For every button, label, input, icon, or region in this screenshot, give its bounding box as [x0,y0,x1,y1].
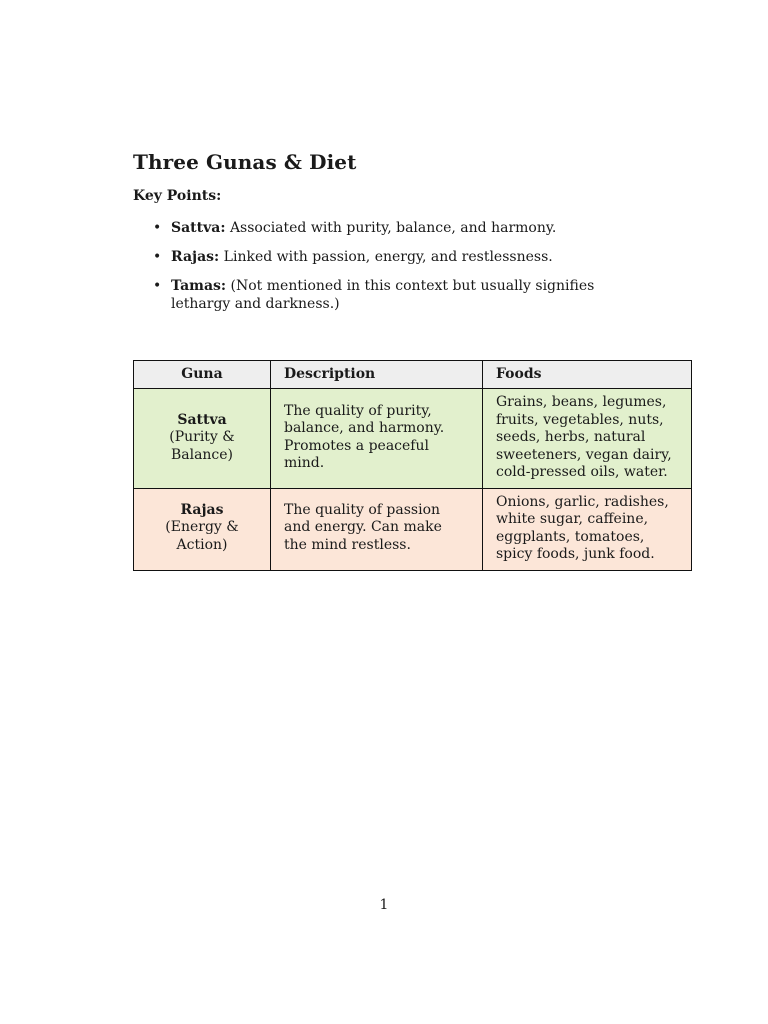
key-point-text: Linked with passion, energy, and restlessness. [219,249,553,265]
bullet-icon: • [153,249,162,265]
table-row [134,389,692,489]
guna-cell [134,488,271,570]
foods-cell: Grains, beans, legumes, fruits, vegetables, nuts, seeds, herbs, natural sweeteners, vegan dairy, cold-pressed oils, water. [483,389,692,489]
key-point-text: Associated with purity, balance, and harmony. [225,220,557,236]
guna-subtitle: (Energy & Action) [165,519,239,553]
column-header-foods: Foods [483,361,692,389]
key-point-term: Tamas: [171,278,227,294]
page-number: 1 [379,897,389,913]
key-points-list [153,219,643,324]
gunas-table [133,360,692,571]
list-item [153,248,643,266]
key-point-text: (Not mentioned in this context but usually signifies lethargy and darkness.) [171,278,595,312]
bullet-icon: • [153,278,162,294]
description-cell: The quality of passion and energy. Can make the mind restless. [271,488,483,570]
guna-name: Sattva [177,411,227,428]
column-header-guna: Guna [134,361,271,389]
guna-cell [134,389,271,489]
description-cell: The quality of purity, balance, and harmony. Promotes a peaceful mind. [271,389,483,489]
page-title: Three Gunas & Diet [133,150,357,174]
list-item [153,219,643,237]
foods-cell: Onions, garlic, radishes, white sugar, caffeine, eggplants, tomatoes, spicy foods, junk food. [483,488,692,570]
table-row [134,488,692,570]
bullet-icon: • [153,220,162,236]
guna-subtitle: (Purity & Balance) [169,429,235,463]
key-point-term: Rajas: [171,249,220,265]
key-point-term: Sattva: [171,220,226,236]
key-points-heading: Key Points: [133,188,222,204]
column-header-description: Description [271,361,483,389]
guna-name: Rajas [180,501,224,518]
table-header-row [134,361,692,389]
list-item [153,277,643,313]
